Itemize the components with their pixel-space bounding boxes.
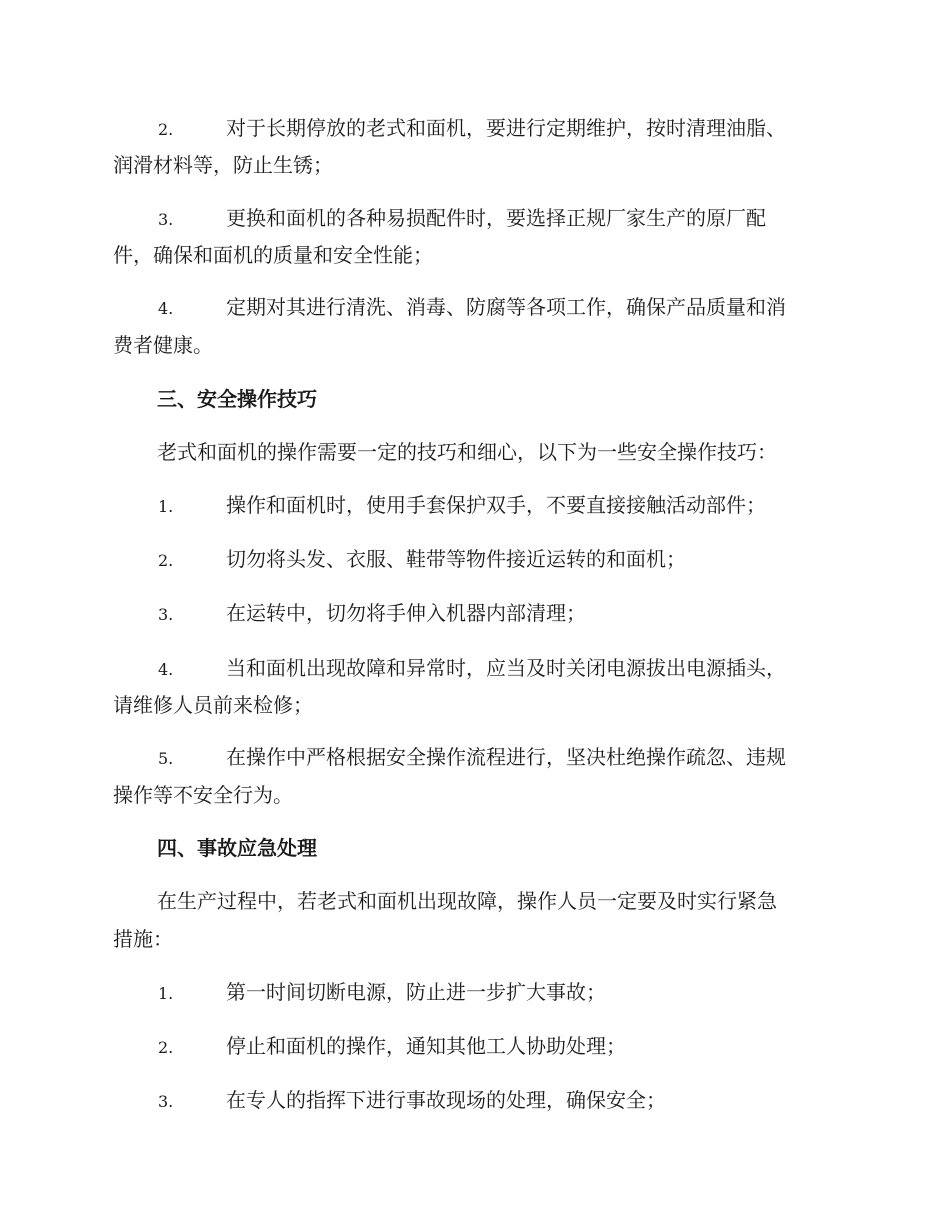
list-item-continuation: 费者健康。 bbox=[113, 333, 213, 357]
list-item-text: 在运转中，切勿将手伸入机器内部清理； bbox=[226, 601, 586, 625]
section-intro-continuation: 措施： bbox=[113, 927, 173, 951]
section-intro: 老式和面机的操作需要一定的技巧和细心，以下为一些安全操作技巧： bbox=[157, 440, 777, 464]
list-item-text: 在操作中严格根据安全操作流程进行，坚决杜绝操作疏忽、违规 bbox=[226, 745, 786, 769]
list-item-number: 5. bbox=[158, 749, 174, 768]
list-item-number: 3. bbox=[158, 605, 174, 624]
list-item-text: 更换和面机的各种易损配件时，要选择正规厂家生产的原厂配 bbox=[226, 206, 766, 230]
list-item-number: 3. bbox=[158, 210, 174, 229]
list-item-text: 切勿将头发、衣服、鞋带等物件接近运转的和面机； bbox=[226, 547, 686, 571]
list-item-number: 1. bbox=[158, 984, 174, 1003]
list-item-continuation: 请维修人员前来检修； bbox=[113, 693, 313, 717]
section-heading: 三、安全操作技巧 bbox=[157, 387, 317, 411]
list-item-number: 3. bbox=[158, 1092, 174, 1111]
list-item-continuation: 操作等不安全行为。 bbox=[113, 783, 293, 807]
list-item-number: 2. bbox=[158, 1038, 174, 1057]
list-item-continuation: 润滑材料等，防止生锈； bbox=[113, 153, 333, 177]
list-item-text: 对于长期停放的老式和面机，要进行定期维护，按时清理油脂、 bbox=[226, 116, 786, 140]
section-heading: 四、事故应急处理 bbox=[157, 836, 317, 860]
list-item-number: 2. bbox=[158, 120, 174, 139]
list-item-number: 4. bbox=[158, 660, 174, 679]
list-item-text: 停止和面机的操作，通知其他工人协助处理； bbox=[226, 1034, 626, 1058]
list-item-text: 在专人的指挥下进行事故现场的处理，确保安全； bbox=[226, 1088, 666, 1112]
list-item-number: 2. bbox=[158, 551, 174, 570]
list-item-text: 当和面机出现故障和异常时，应当及时关闭电源拔出电源插头， bbox=[226, 656, 786, 680]
list-item-number: 1. bbox=[158, 497, 174, 516]
list-item-continuation: 件，确保和面机的质量和安全性能； bbox=[113, 243, 433, 267]
list-item-number: 4. bbox=[158, 299, 174, 318]
list-item-text: 定期对其进行清洗、消毒、防腐等各项工作，确保产品质量和消 bbox=[226, 295, 786, 319]
section-intro: 在生产过程中，若老式和面机出现故障，操作人员一定要及时实行紧急 bbox=[157, 889, 777, 913]
list-item-text: 操作和面机时，使用手套保护双手，不要直接接触活动部件； bbox=[226, 493, 766, 517]
list-item-text: 第一时间切断电源，防止进一步扩大事故； bbox=[226, 980, 606, 1004]
